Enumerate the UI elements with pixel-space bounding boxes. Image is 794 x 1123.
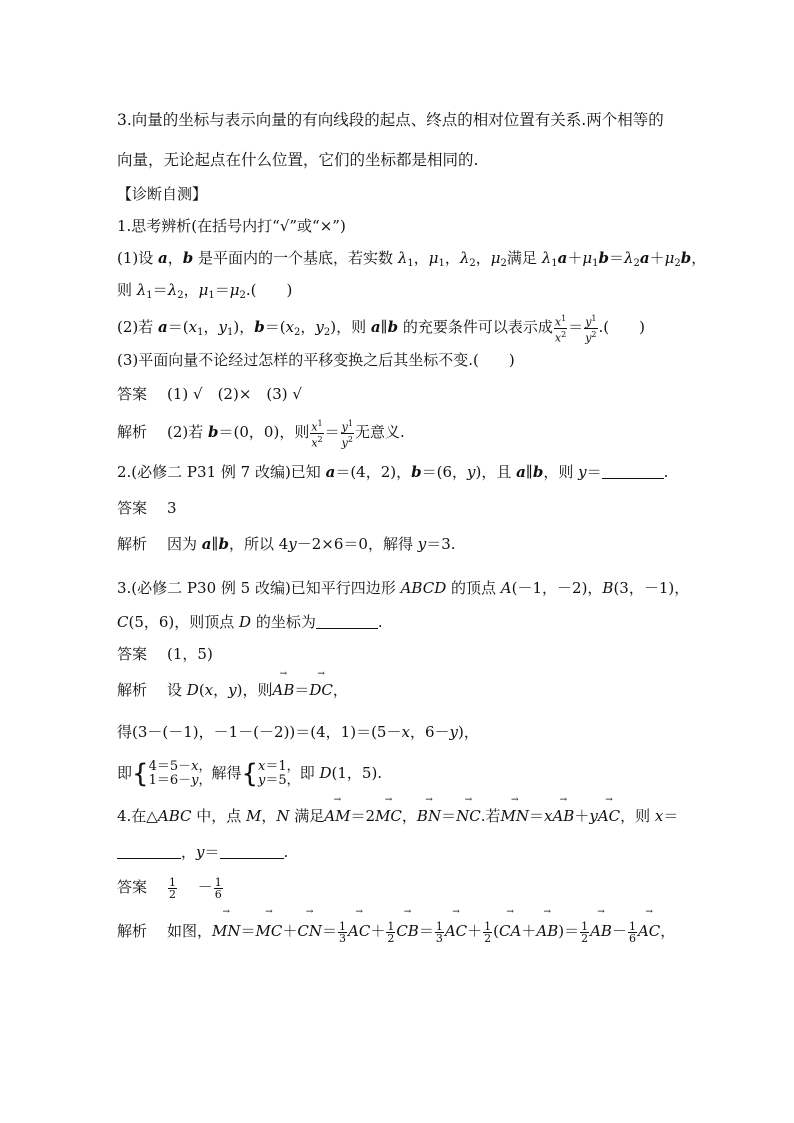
- vector-MC: → MC: [375, 806, 402, 826]
- answer-blank-y: [220, 844, 284, 859]
- fraction-one-half: $\frac{1}{2}$: [169, 875, 176, 901]
- vector-AC: → AC: [348, 918, 370, 944]
- equation-system-1: 4＝5－x， 1＝6－y，: [148, 759, 212, 788]
- q1-item1-line2: 则 $\lambda_1=\lambda_2$，$\mu_1=\mu_2$.( ): [117, 281, 293, 301]
- fraction-y1-y2: $\frac{y^1}{y^2}$: [341, 419, 353, 450]
- analysis-label: 解析: [117, 922, 148, 940]
- fraction-one-half: $\frac{1}{2}$: [387, 919, 395, 945]
- fraction-one-third: $\frac{1}{3}$: [339, 919, 346, 945]
- vector-AB: → AB: [590, 918, 612, 944]
- vector-AB: → AB: [273, 680, 295, 700]
- answer-blank-x: [117, 844, 181, 859]
- answer-blank: [602, 464, 664, 479]
- brace-left: {: [241, 759, 259, 789]
- fraction-x1-x2: $\frac{x^1}{x^2}$: [554, 314, 567, 345]
- q3-stem-line2: C(5，6)，则顶点 D 的坐标为 .: [117, 613, 383, 631]
- q1-analysis-row: 解析 (2)若 b＝(0，0)，则 $\frac{x^1}{x^2}$ ＝ $\frac{y^1}{y^2}$ 无意义.: [117, 419, 405, 450]
- q3-stem-line1: 3.(必修二 P30 例 5 改编)已知平行四边形 ABCD 的顶点 A(－1，－2)，B(3，－1)，: [117, 579, 690, 597]
- vector-CA: → CA: [499, 918, 521, 944]
- fraction-y1-y2: $\frac{y^1}{y^2}$: [585, 314, 597, 345]
- equation-system-2: x＝1， y＝5，: [258, 759, 300, 788]
- q4-analysis-row: 解析 如图，→ MN＝→ MC＋→ CN＝ $\frac{1}{3}$ → AC＋ $\frac{1}{2}$ → CB＝ $\frac{1}{3}$ → AC＋ $\frac{1}{2}$ (→ CA＋→ AB)＝ $\frac{1}{2}$ → AB－ $\frac{1}{6}$ → AC，: [117, 918, 675, 944]
- q4-stem-line2: ，y＝ .: [117, 842, 288, 862]
- vector-AC: → AC: [638, 918, 660, 944]
- answer-blank: [316, 614, 378, 629]
- q1-answer-row: 答案 (1) √ (2)× (3) √: [117, 385, 302, 403]
- vector-CN: → CN: [297, 918, 322, 944]
- vector-AB: → AB: [552, 806, 574, 826]
- q3-answer: (1，5): [167, 645, 213, 663]
- vector-NC: → NC: [456, 806, 481, 826]
- paragraph-3-line-2: 向量，无论起点在什么位置，它们的坐标都是相同的.: [117, 151, 479, 169]
- q1-item2: (2)若 $a=(x_1$，$y_1$)，$b=(x_2$，$y_2$)，则 a∥b 的充要条件可以表示成 $\frac{x^1}{x^2}$ ＝ $\frac{y^1}{y^2}$ .( ): [117, 314, 645, 345]
- q2-answer-row: [117, 498, 177, 518]
- answer-label: 答案: [117, 385, 148, 403]
- answer-label: 答案: [117, 645, 148, 663]
- fraction-one-sixth: $\frac{1}{6}$: [214, 875, 222, 901]
- vector-AB: → AB: [536, 918, 558, 944]
- q1-stem: 1.思考辨析(在括号内打“√”或“×”): [117, 217, 346, 235]
- vector-MN: → MN: [500, 806, 528, 826]
- analysis-label: 解析: [117, 681, 148, 699]
- q4-answer-row: 答案 $\frac{1}{2}$ － $\frac{1}{6}$: [117, 875, 222, 901]
- q3-analysis-line2: 得(3－(－1)，－1－(－2))＝(4，1)＝(5－x，6－y)，: [117, 723, 479, 741]
- q2-analysis-row: 解析 因为 a∥b，所以 4y－2×6＝0，解得 y＝3.: [117, 535, 456, 553]
- vector-BN: → BN: [417, 806, 441, 826]
- vector-CB: → CB: [396, 918, 419, 944]
- fraction-one-third: $\frac{1}{3}$: [435, 919, 443, 945]
- analysis-label: 解析: [117, 423, 148, 442]
- vector-AC: → AC: [445, 918, 467, 944]
- vector-MN: → MN: [212, 918, 240, 944]
- q3-analysis-line3: 即{ 4＝5－x， 1＝6－y， 解得{ x＝1， y＝5， 即 D(1，5).: [117, 759, 383, 789]
- fraction-one-sixth: $\frac{1}{6}$: [628, 919, 636, 945]
- fraction-one-half: $\frac{1}{2}$: [581, 919, 589, 945]
- section-title: 【诊断自测】: [117, 185, 208, 203]
- paragraph-3-line-1: 3.向量的坐标与表示向量的有向线段的起点、终点的相对位置有关系.两个相等的: [117, 111, 664, 129]
- vector-DC: → DC: [309, 680, 333, 700]
- fraction-x1-x2: $\frac{x^1}{x^2}$: [311, 419, 323, 450]
- q4-stem-line1: 4.在△ABC 中，点 M，N 满足→ AM＝2→ MC，→ BN＝→ NC.若→ MN＝x→ AB＋y→ AC，则 x＝: [117, 806, 678, 826]
- analysis-label: 解析: [117, 535, 148, 553]
- q1-item1-line1: (1)设 a，b 是平面内的一个基底，若实数 $\lambda_1$，$\mu_1$，$\lambda_2$，$\mu_2$满足 $\lambda_1a+\mu_1b=\lambda_2a+\mu_2b$，: [117, 249, 707, 269]
- answer-label: 答案: [117, 499, 148, 517]
- fraction-one-half: $\frac{1}{2}$: [484, 919, 492, 945]
- q2-stem: 2.(必修二 P31 例 7 改编)已知 a＝(4，2)，b＝(6，y)，且 a∥b，则 y＝ .: [117, 463, 669, 481]
- vector-AM: → AM: [324, 806, 350, 826]
- vector-MC: → MC: [256, 918, 283, 944]
- q1-item3: (3)平面向量不论经过怎样的平移变换之后其坐标不变.( ): [117, 351, 515, 369]
- brace-left: {: [132, 759, 149, 789]
- q3-analysis-row: 解析 设 D(x，y)，则→ AB＝→ DC，: [117, 680, 348, 700]
- vector-AC: → AC: [598, 806, 620, 826]
- answer-label: 答案: [117, 878, 148, 896]
- q2-answer: 3: [167, 499, 177, 517]
- q3-answer-row: [117, 644, 213, 664]
